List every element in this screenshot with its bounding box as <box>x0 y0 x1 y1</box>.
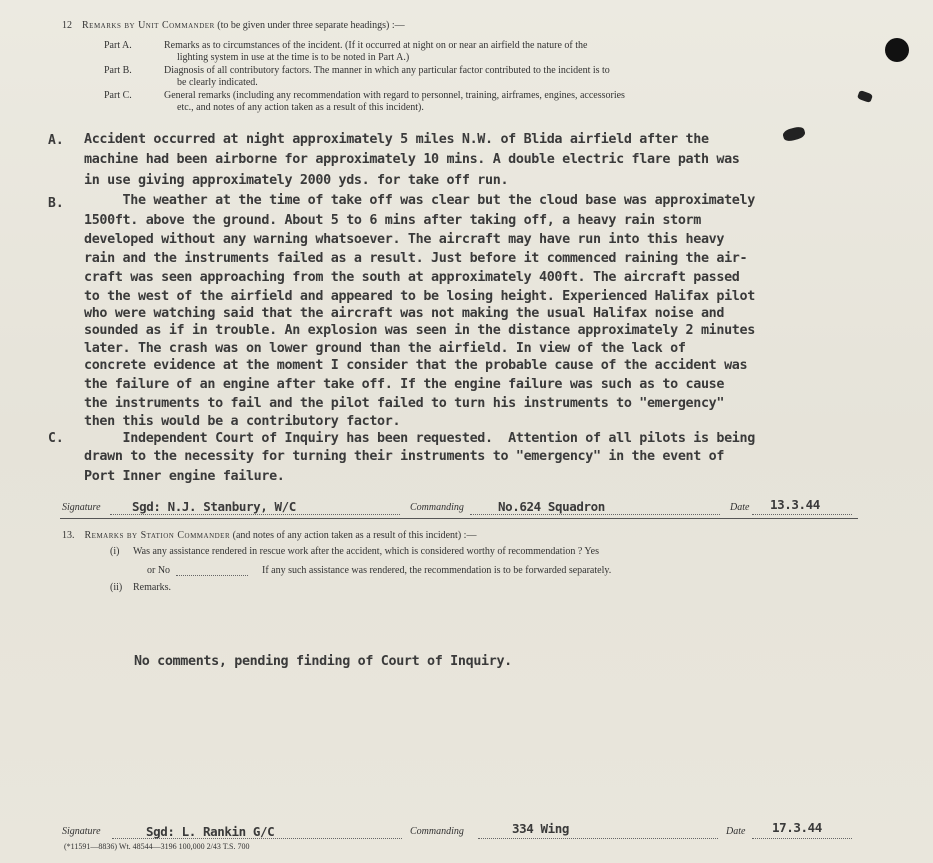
question-1-label: (i) <box>110 546 120 557</box>
signature-label: Signature <box>62 826 101 837</box>
or-no-dotted-line <box>176 575 248 576</box>
commanding-label: Commanding <box>410 502 464 513</box>
question-1-line-1: Was any assistance rendered in rescue work after the accident, which is considered worthy of recommendation ? Yes <box>133 546 599 557</box>
question-2-label: (ii) <box>110 582 123 593</box>
ink-blot <box>857 90 873 103</box>
part-a-line-1: Remarks as to circumstances of the incident. (If it occurred at night on or near an airfield the nature of the <box>164 40 588 51</box>
remark-line: Independent Court of Inquiry has been requested. Attention of all pilots is being <box>84 431 755 446</box>
section-12-header <box>62 20 405 31</box>
section-heading: Remarks by Unit Commander <box>82 20 215 31</box>
commanding-value: No.624 Squadron <box>498 499 605 514</box>
remark-line: to the west of the airfield and appeared to be losing height. Experienced Halifax pilot <box>84 289 755 304</box>
date-dotted-line <box>752 838 852 839</box>
remark-line: 1500ft. above the ground. About 5 to 6 mins after taking off, a heavy rain storm <box>84 213 701 228</box>
part-c-line-1: General remarks (including any recommendation with regard to personnel, training, airframes, engines, accessories <box>164 90 625 101</box>
date-value: 13.3.44 <box>770 497 820 512</box>
remark-line: concrete evidence at the moment I consider that the probable cause of the accident was <box>84 358 748 373</box>
signature-label: Signature <box>62 502 101 513</box>
commanding-value: 334 Wing <box>512 821 570 836</box>
section-13-header <box>62 530 476 541</box>
remark-line: developed without any warning whatsoever. The aircraft may have run into this heavy <box>84 232 725 247</box>
section-heading-note: (to be given under three separate headings) :— <box>217 20 405 31</box>
remark-line: Accident occurred at night approximately 5 miles N.W. of Blida airfield after the <box>84 132 709 147</box>
part-b-line-1: Diagnosis of all contributory factors. The manner in which any particular factor contributed to the incident is to <box>164 65 610 76</box>
remark-line: the failure of an engine after take off. If the engine failure was such as to cause <box>84 377 725 392</box>
date-value: 17.3.44 <box>772 820 822 835</box>
part-a-label: Part A. <box>104 40 132 51</box>
remark-line: machine had been airborne for approximately 10 mins. A double electric flare path was <box>84 152 740 167</box>
remark-line: rain and the instruments failed as a result. Just before it commenced raining the air- <box>84 251 748 266</box>
question-2-text: Remarks. <box>133 582 172 593</box>
remark-line: who were watching said that the aircraft was not making the usual Halifax noise and <box>84 306 725 321</box>
punch-hole <box>885 38 909 62</box>
part-b-label: Part B. <box>104 65 132 76</box>
part-c-line-2: etc., and notes of any action taken as a result of this incident). <box>177 102 424 113</box>
remark-label-a: A. <box>48 133 64 148</box>
remark-line: Port Inner engine failure. <box>84 469 285 484</box>
station-commander-remark: No comments, pending finding of Court of Inquiry. <box>134 654 512 669</box>
question-1-line-2: If any such assistance was rendered, the recommendation is to be forwarded separately. <box>262 565 612 576</box>
commanding-label: Commanding <box>410 826 464 837</box>
part-b-line-2: be clearly indicated. <box>177 77 258 88</box>
section-number: 13. <box>62 530 75 541</box>
date-label: Date <box>726 826 746 837</box>
commanding-dotted-line <box>478 838 718 839</box>
part-c-label: Part C. <box>104 90 132 101</box>
question-1-or-no: or No <box>147 565 171 576</box>
remark-line: then this would be a contributory factor. <box>84 414 401 429</box>
remark-label-c: C. <box>48 431 64 446</box>
remark-line: drawn to the necessity for turning their instruments to "emergency" in the event of <box>84 449 725 464</box>
signature-value: Sgd: N.J. Stanbury, W/C <box>132 499 296 514</box>
ink-blot <box>782 125 806 142</box>
signature-value: Sgd: L. Rankin G/C <box>146 824 275 839</box>
section-heading-note: (and notes of any action taken as a result of this incident) :— <box>232 530 477 541</box>
section-number: 12 <box>62 20 72 31</box>
signature-dotted-line <box>110 514 400 515</box>
section-divider <box>60 518 858 519</box>
date-dotted-line <box>752 514 852 515</box>
remark-line: The weather at the time of take off was clear but the cloud base was approximately <box>84 193 755 208</box>
remark-line: the instruments to fail and the pilot failed to turn his instruments to "emergency" <box>84 396 725 411</box>
print-code: (*11591—8836) Wt. 48544—3196 100,000 2/43 T.S. 700 <box>64 842 250 851</box>
remark-line: later. The crash was on lower ground than the airfield. In view of the lack of <box>84 341 686 356</box>
remark-label-b: B. <box>48 196 64 211</box>
commanding-dotted-line <box>470 514 720 515</box>
remark-line: sounded as if in trouble. An explosion was seen in the distance approximately 2 minutes <box>84 323 755 338</box>
remark-line: craft was seen approaching from the south at approximately 400ft. The aircraft passed <box>84 270 740 285</box>
section-heading: Remarks by Station Commander <box>84 530 231 541</box>
remark-line: in use giving approximately 2000 yds. for take off run. <box>84 173 509 188</box>
part-a-line-2: lighting system in use at the time is to be noted in Part A.) <box>177 52 410 63</box>
date-label: Date <box>730 502 750 513</box>
